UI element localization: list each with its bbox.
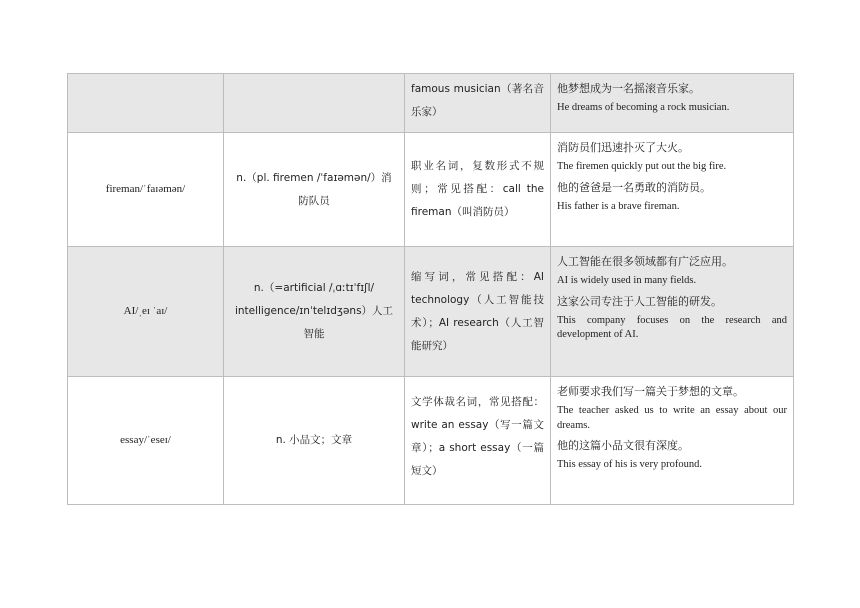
usage-note-cell: famous musician（著名音乐家）	[405, 74, 551, 133]
meaning-cell: n. 小品文；文章	[224, 377, 405, 505]
examples-cell	[551, 377, 794, 505]
example-en: This company focuses on the research and development of AI.	[557, 314, 787, 341]
examples-cell	[551, 133, 794, 247]
usage-note-cell: 文学体裁名词，常见搭配：write an essay（写一篇文章）；a short essay（一篇短文）	[405, 377, 551, 505]
examples-cell	[551, 247, 794, 377]
word-cell	[68, 74, 224, 133]
example-en: AI is widely used in many fields.	[557, 275, 697, 287]
example-en: This essay of his is very profound.	[557, 459, 702, 471]
example-en: He dreams of becoming a rock musician.	[557, 102, 730, 114]
example-cn: 老师要求我们写一篇关于梦想的文章。	[557, 385, 744, 398]
table-row	[68, 247, 794, 377]
usage-note-cell: 职业名词，复数形式不规则；常见搭配：call the fireman（叫消防员）	[405, 133, 551, 247]
example-cn: 他的这篇小品文很有深度。	[557, 439, 689, 453]
example-en: The firemen quickly put out the big fire.	[557, 161, 727, 173]
example-cn: 这家公司专注于人工智能的研发。	[557, 294, 722, 308]
meaning-cell: n.（=artificial /ˌɑːtɪˈfɪʃl/ intelligence/ɪnˈtelɪdʒəns）人工智能	[224, 247, 405, 377]
example-en: His father is a brave fireman.	[557, 200, 680, 212]
example-cn: 他的爸爸是一名勇敢的消防员。	[557, 180, 711, 194]
vocabulary-table	[67, 73, 794, 505]
word-cell: AI/ˌeɪ ˈaɪ/	[68, 247, 224, 377]
examples-cell	[551, 74, 794, 133]
word-cell: essay/ˈeseɪ/	[68, 377, 224, 505]
table-row	[68, 74, 794, 133]
example-cn: 消防员们迅速扑灭了大火。	[557, 141, 689, 154]
table-row	[68, 377, 794, 505]
usage-note-cell: 缩写词，常见搭配：AI technology（人工智能技术）；AI research（人工智能研究）	[405, 247, 551, 377]
example-en: The teacher asked us to write an essay about our dreams.	[557, 405, 787, 431]
meaning-cell	[224, 74, 405, 133]
example-cn: 人工智能在很多领域都有广泛应用。	[557, 255, 733, 268]
example-cn: 他梦想成为一名摇滚音乐家。	[557, 82, 700, 95]
word-cell: fireman/ˈfaɪəmən/	[68, 133, 224, 247]
table-row	[68, 133, 794, 247]
meaning-cell: n.（pl. firemen /ˈfaɪəmən/）消防队员	[224, 133, 405, 247]
